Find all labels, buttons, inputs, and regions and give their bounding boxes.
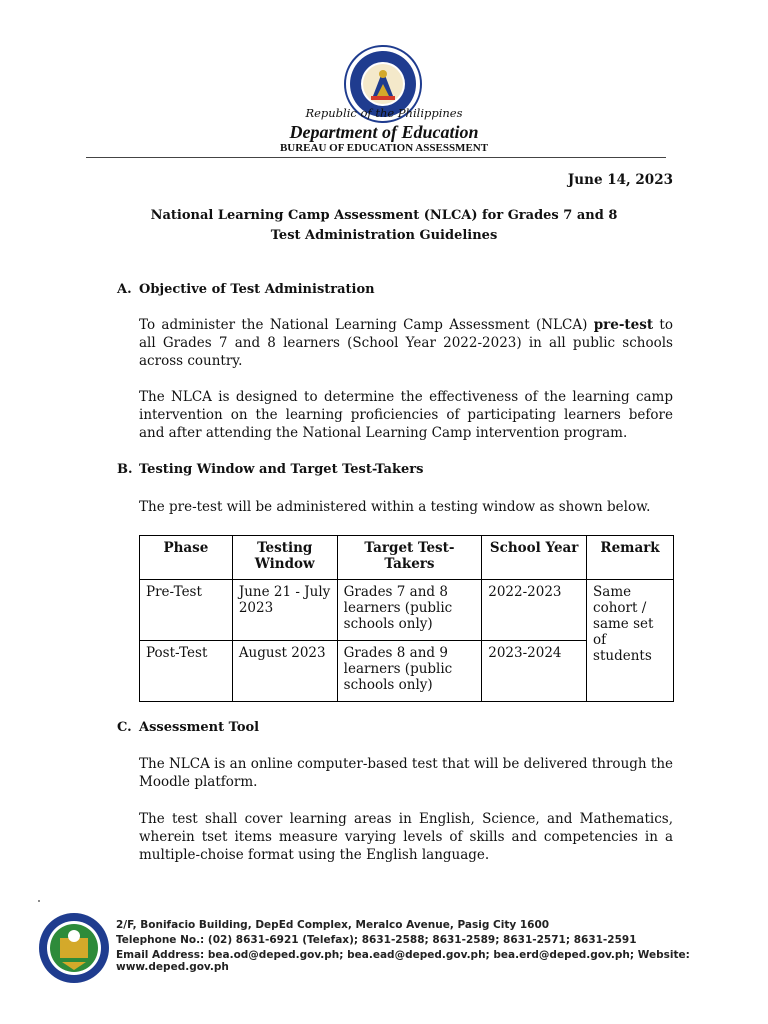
cell-school-year: 2022-2023	[482, 580, 587, 641]
page-mark	[38, 900, 40, 902]
section-c-paragraph-1: The NLCA is an online computer-based test that will be delivered through the Moodle platform.	[139, 756, 673, 790]
section-a-title: Objective of Test Administration	[139, 282, 375, 297]
testing-window-table	[139, 535, 674, 702]
header-testing-window: Testing Window	[232, 536, 337, 580]
cell-remark: Same cohort / same set of students	[587, 580, 674, 702]
table-header-row	[140, 536, 674, 580]
header-target-test-takers: Target Test-Takers	[337, 536, 482, 580]
cell-phase: Post-Test	[140, 641, 233, 702]
header-phase: Phase	[140, 536, 233, 580]
section-c-paragraph-2: The test shall cover learning areas in English, Science, and Mathematics, wherein tset items measure varying levels of skills and competencies in a multiple-choise format using the English language.	[139, 811, 673, 863]
section-b-letter: B.	[117, 462, 133, 477]
header-school-year: School Year	[482, 536, 587, 580]
section-a-p1-text-end: to all Grades 7 and 8 learners (School Year 2022-2023) in all public schools across country.	[139, 317, 673, 369]
section-a-p1-text: To administer the National Learning Camp Assessment (NLCA)	[139, 317, 594, 333]
bureau-name: BUREAU OF EDUCATION ASSESSMENT	[279, 142, 489, 154]
cell-school-year: 2023-2024	[482, 641, 587, 702]
section-b-heading	[117, 462, 423, 477]
section-c-letter: C.	[117, 720, 132, 735]
cell-testing-window: August 2023	[232, 641, 337, 702]
document-title-line1: National Learning Camp Assessment (NLCA) for Grades 7 and 8	[150, 208, 618, 223]
document-title-line2: Test Administration Guidelines	[270, 228, 498, 243]
cell-target-test-takers: Grades 8 and 9 learners (public schools only)	[337, 641, 482, 702]
bureau-logo-icon	[38, 912, 110, 984]
cell-phase: Pre-Test	[140, 580, 233, 641]
header-divider	[86, 157, 666, 158]
section-c-heading	[117, 720, 259, 735]
section-a-paragraph-1	[139, 316, 673, 370]
section-a-heading	[117, 282, 375, 297]
cell-testing-window: June 21 - July 2023	[232, 580, 337, 641]
section-a-letter: A.	[117, 282, 132, 297]
republic-text: Republic of the Philippines	[305, 106, 463, 120]
footer-email: Email Address: bea.od@deped.gov.ph; bea.ead@deped.gov.ph; bea.erd@deped.gov.ph; Website: www.deped.gov.ph	[116, 949, 690, 973]
section-a-p1-bold: pre-test	[593, 317, 654, 333]
footer-address: 2/F, Bonifacio Building, DepEd Complex, Meralco Avenue, Pasig City 1600	[116, 919, 550, 931]
header-remark: Remark	[587, 536, 674, 580]
department-name: Department of Education	[289, 122, 479, 142]
section-b-paragraph-1: The pre-test will be administered within a testing window as shown below.	[139, 499, 651, 515]
footer-phone: Telephone No.: (02) 8631-6921 (Telefax); 8631-2588; 8631-2589; 8631-2571; 8631-2591	[116, 934, 637, 946]
section-c-title: Assessment Tool	[139, 720, 260, 735]
table-row	[140, 580, 674, 641]
cell-target-test-takers: Grades 7 and 8 learners (public schools only)	[337, 580, 482, 641]
section-a-paragraph-2: The NLCA is designed to determine the effectiveness of the learning camp intervention on the learning proficiencies of participating learners before and after attending the National Learning Camp intervention program.	[139, 389, 673, 441]
section-b-title: Testing Window and Target Test-Takers	[139, 462, 424, 477]
document-date: June 14, 2023	[567, 172, 673, 188]
